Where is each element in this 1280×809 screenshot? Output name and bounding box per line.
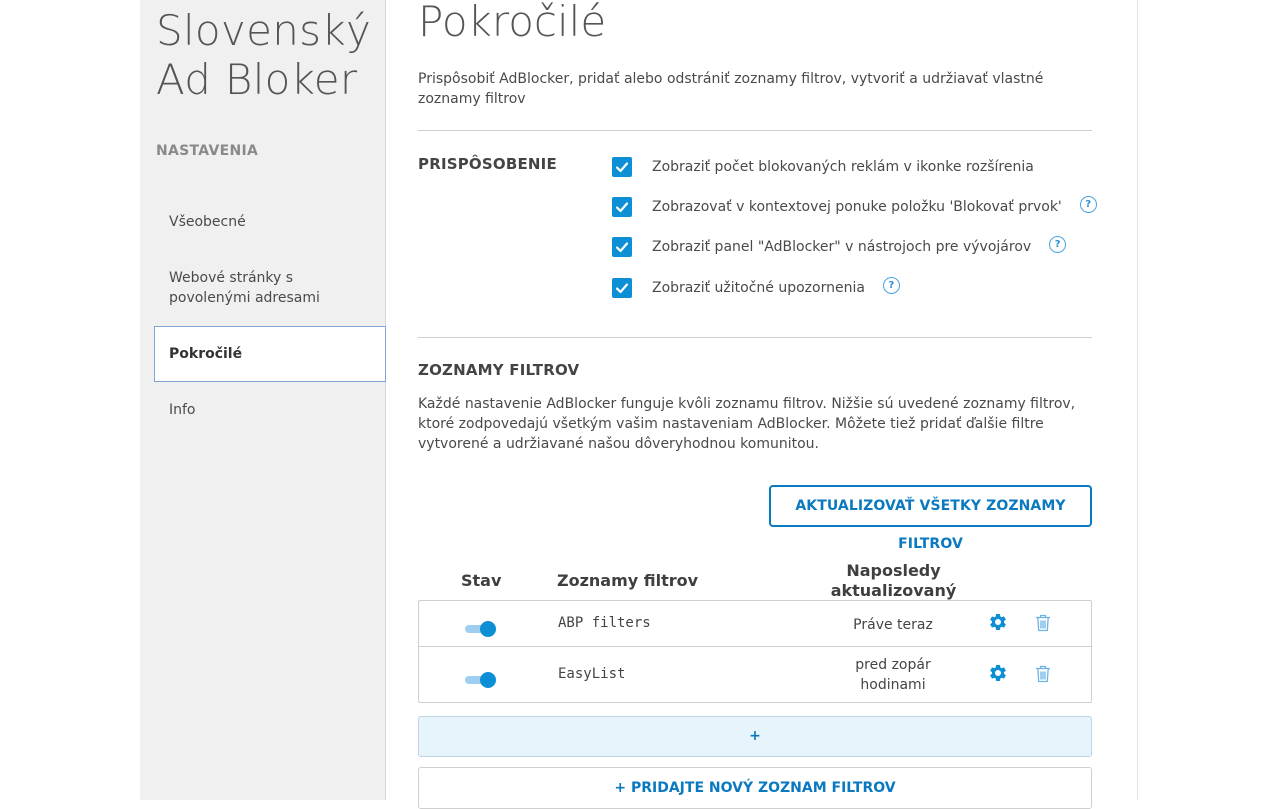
sidebar-item-general[interactable]: Všeobecné (169, 214, 246, 230)
help-circle-icon[interactable]: ? (1049, 236, 1066, 253)
check-icon (615, 160, 629, 174)
checkbox[interactable] (612, 157, 632, 177)
filter-lists-description: Každé nastavenie AdBlocker funguje kvôli zoznamu filtrov. Nižšie sú uvedené zoznamy filtrov, ktoré zodpovedajú všetkým vašim nastaveniam AdBlocker. Môžete tiež pridať ďalšie filtre vytvorené a udržiavané našou dôveryhodnou komunitou. (418, 396, 1076, 452)
page-description: Prispôsobiť AdBlocker, pridať alebo odstrániť zoznamy filtrov, vytvoriť a udržiavať vlastné zoznamy filtrov (418, 71, 1044, 107)
filter-enabled-toggle[interactable] (465, 672, 497, 688)
sidebar-item-allowlisted-websites[interactable]: Webové stránky s povolenými adresami (169, 270, 320, 306)
page-title: Pokročilé (418, 0, 607, 46)
app-title: Slovenský Ad Bloker (156, 6, 372, 104)
update-all-filter-lists-button[interactable]: AKTUALIZOVAŤ VŠETKY ZOZNAMY FILTROV (769, 485, 1092, 527)
option-context-menu-block-element (612, 196, 1097, 218)
column-header-filter-lists: Zoznamy filtrov (557, 571, 699, 590)
check-icon (615, 240, 629, 254)
checkbox[interactable] (612, 197, 632, 217)
main-content (386, 0, 1138, 800)
sidebar (140, 0, 386, 800)
filter-list-last-updated: pred zopár hodinami (855, 657, 931, 693)
check-icon (615, 200, 629, 214)
help-circle-icon[interactable]: ? (1080, 196, 1097, 213)
sidebar-item-info[interactable]: Info (169, 402, 196, 418)
filter-list-name: EasyList (558, 666, 626, 682)
help-circle-icon[interactable]: ? (883, 277, 900, 294)
sidebar-item-advanced[interactable]: Pokročilé (154, 326, 386, 382)
customization-heading: PRISPÔSOBENIE (418, 155, 557, 173)
gear-icon[interactable] (988, 612, 1008, 632)
checkbox[interactable] (612, 278, 632, 298)
option-devtools-panel (612, 236, 1066, 258)
option-label: Zobrazovať v kontextovej ponuke položku 'Blokovať prvok' (652, 199, 1062, 215)
toggle-knob (480, 672, 496, 688)
column-header-last-updated: Naposledy aktualizovaný (830, 561, 957, 600)
check-icon (615, 281, 629, 295)
gear-icon[interactable] (988, 663, 1008, 683)
table-row (419, 647, 1091, 702)
table-row (419, 601, 1091, 647)
filter-lists-heading: ZOZNAMY FILTROV (418, 361, 580, 379)
expand-filter-lists-button[interactable]: + (418, 716, 1092, 757)
column-header-status: Stav (461, 571, 502, 590)
trash-icon[interactable] (1034, 664, 1052, 684)
option-label: Zobraziť užitočné upozornenia (652, 280, 865, 296)
option-label: Zobraziť panel "AdBlocker" v nástrojoch pre vývojárov (652, 239, 1032, 255)
sidebar-section-label: NASTAVENIA (156, 143, 259, 159)
add-filter-list-button[interactable]: + PRIDAJTE NOVÝ ZOZNAM FILTROV (418, 767, 1092, 809)
sidebar-nav (154, 194, 386, 438)
checkbox[interactable] (612, 237, 632, 257)
filter-list-last-updated: Práve teraz (853, 617, 933, 633)
filter-list-name: ABP filters (558, 615, 651, 631)
trash-icon[interactable] (1034, 613, 1052, 633)
divider (418, 130, 1092, 131)
option-show-blocked-count (612, 156, 1034, 178)
divider (418, 337, 1092, 338)
option-label: Zobraziť počet blokovaných reklám v ikonke rozšírenia (652, 159, 1034, 175)
filter-lists-table (418, 600, 1092, 703)
toggle-knob (480, 621, 496, 637)
option-useful-notifications (612, 277, 900, 299)
filter-enabled-toggle[interactable] (465, 621, 497, 637)
app-shell (140, 0, 1139, 800)
